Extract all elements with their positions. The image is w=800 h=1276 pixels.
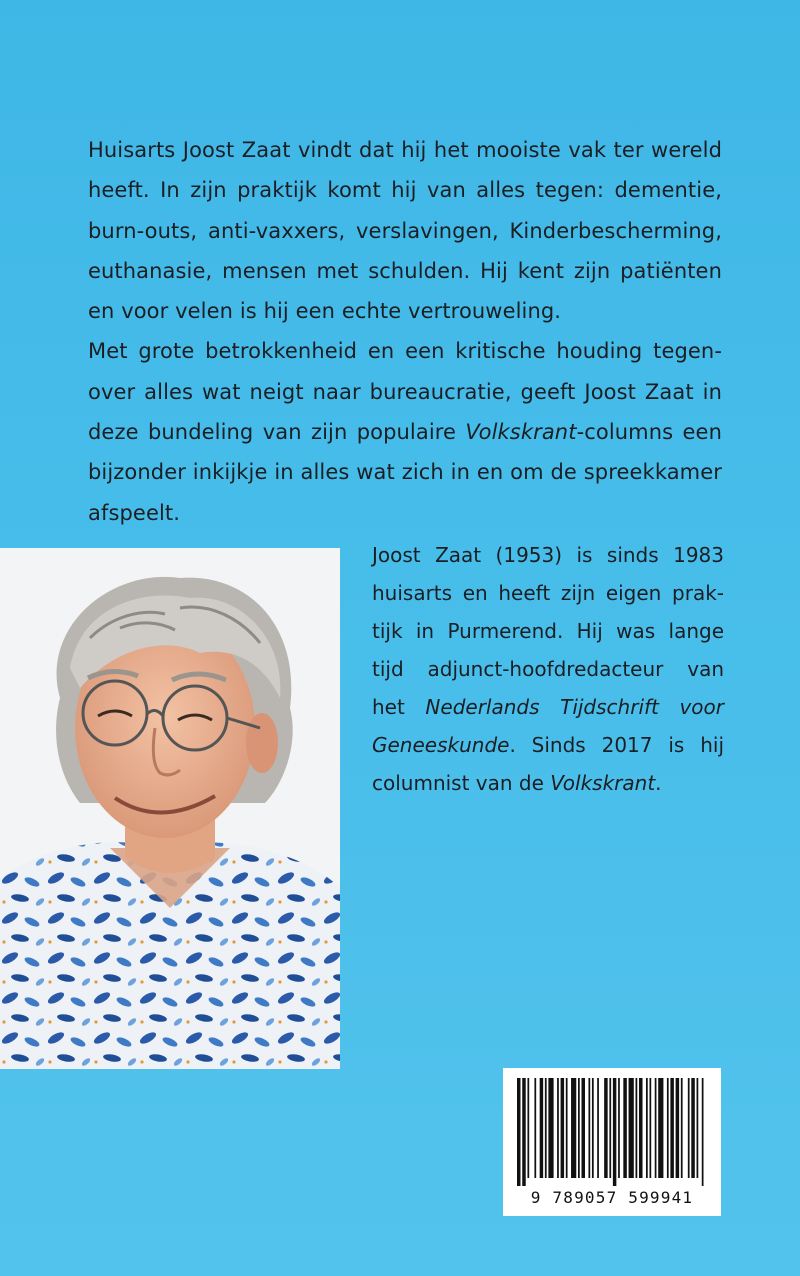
blurb-line: burn-outs, anti-vaxxers, verslavingen, Kinderbescherming,	[88, 218, 722, 243]
bio-text: columnist van de	[372, 771, 551, 795]
blurb-line: over alles wat neigt naar bureaucratie, geeft Joost Zaat in	[88, 379, 722, 404]
barcode-bar	[646, 1078, 648, 1178]
blurb-line: Huisarts Joost Zaat vindt dat hij het mooiste vak ter wereld	[88, 138, 722, 162]
barcode-bar	[548, 1078, 553, 1178]
barcode-bar	[670, 1078, 673, 1178]
barcode-bar	[691, 1078, 694, 1178]
bio-text: het	[372, 695, 426, 719]
bio-line: tijd adjunct-hoofdredacteur van	[372, 657, 724, 681]
barcode-bar	[588, 1078, 590, 1178]
author-bio	[372, 536, 724, 802]
barcode-bar	[658, 1078, 663, 1178]
barcode-bar	[667, 1078, 669, 1178]
barcode-bar	[636, 1078, 638, 1178]
barcode-bar	[557, 1078, 559, 1178]
barcode-bar	[517, 1078, 520, 1186]
blurb-paragraph-1	[88, 130, 722, 331]
barcode-bar	[676, 1078, 679, 1178]
bio-line: Joost Zaat (1953) is sinds 1983	[372, 543, 724, 567]
barcode-bar	[571, 1078, 576, 1178]
barcode-bar	[655, 1078, 657, 1178]
bio-line	[372, 688, 724, 726]
barcode-bar	[578, 1078, 580, 1178]
barcode-bar	[582, 1078, 585, 1178]
barcode-bar	[545, 1078, 547, 1178]
blurb-line: en voor velen is hij een echte vertrouweling.	[88, 299, 562, 324]
blurb-line: heeft. In zijn praktijk komt hij van alles tegen: dementie,	[88, 178, 722, 203]
barcode-bar	[566, 1078, 568, 1178]
barcode-bar	[592, 1078, 594, 1178]
barcode-bar	[702, 1078, 704, 1186]
blurb-line: bijzonder inkijkje in alles wat zich in en om de spreekkamer	[88, 460, 722, 485]
blurb-paragraph-2	[88, 331, 722, 532]
blurb-line	[88, 412, 722, 452]
barcode-bar	[522, 1078, 525, 1186]
isbn-number: 9 789057 599941	[530, 1188, 694, 1207]
blurb-text: deze bundeling van zijn populaire	[88, 420, 466, 445]
back-cover-blurb	[88, 130, 722, 533]
barcode-bar	[623, 1078, 626, 1178]
barcode-bar	[639, 1078, 642, 1178]
author-bio-text	[372, 536, 724, 802]
barcode-bar	[629, 1078, 634, 1178]
blurb-text: -columns een	[576, 420, 722, 445]
blurb-line: Met grote betrokkenheid en een kritische houding tegen-	[88, 339, 722, 364]
journal-title: Nederlands Tijdschrift voor	[425, 695, 724, 719]
newspaper-title: Volkskrant	[465, 420, 577, 445]
bio-line	[372, 764, 724, 802]
author-portrait-illustration	[0, 548, 340, 1069]
barcode-bar	[618, 1078, 620, 1178]
barcode-bar	[597, 1078, 599, 1178]
barcode-bar	[534, 1078, 536, 1178]
bio-line: tijk in Purmerend. Hij was lange	[372, 619, 724, 643]
barcode-bar	[613, 1078, 616, 1186]
blurb-line: afspeelt.	[88, 500, 181, 525]
barcode-bar	[540, 1078, 543, 1178]
barcode-bar	[688, 1078, 690, 1178]
isbn-barcode	[503, 1068, 721, 1216]
bio-text: . Sinds 2017 is hij	[509, 733, 724, 757]
barcode-bar	[561, 1078, 564, 1178]
barcode-bar	[649, 1078, 651, 1178]
barcode-bars	[517, 1078, 707, 1186]
blurb-line: euthanasie, mensen met schulden. Hij kent zijn patiënten	[88, 258, 722, 283]
barcode-bar	[604, 1078, 607, 1178]
bio-line: huisarts en heeft zijn eigen prak-	[372, 581, 724, 605]
bio-line	[372, 726, 724, 764]
bio-text: .	[655, 771, 662, 795]
barcode-bar	[527, 1078, 529, 1178]
barcode-bar	[609, 1078, 611, 1178]
newspaper-title: Volkskrant	[550, 771, 656, 795]
journal-title: Geneeskunde	[372, 733, 510, 757]
author-photo	[0, 548, 340, 1069]
barcode-bar	[697, 1078, 699, 1178]
barcode-bar	[681, 1078, 683, 1178]
